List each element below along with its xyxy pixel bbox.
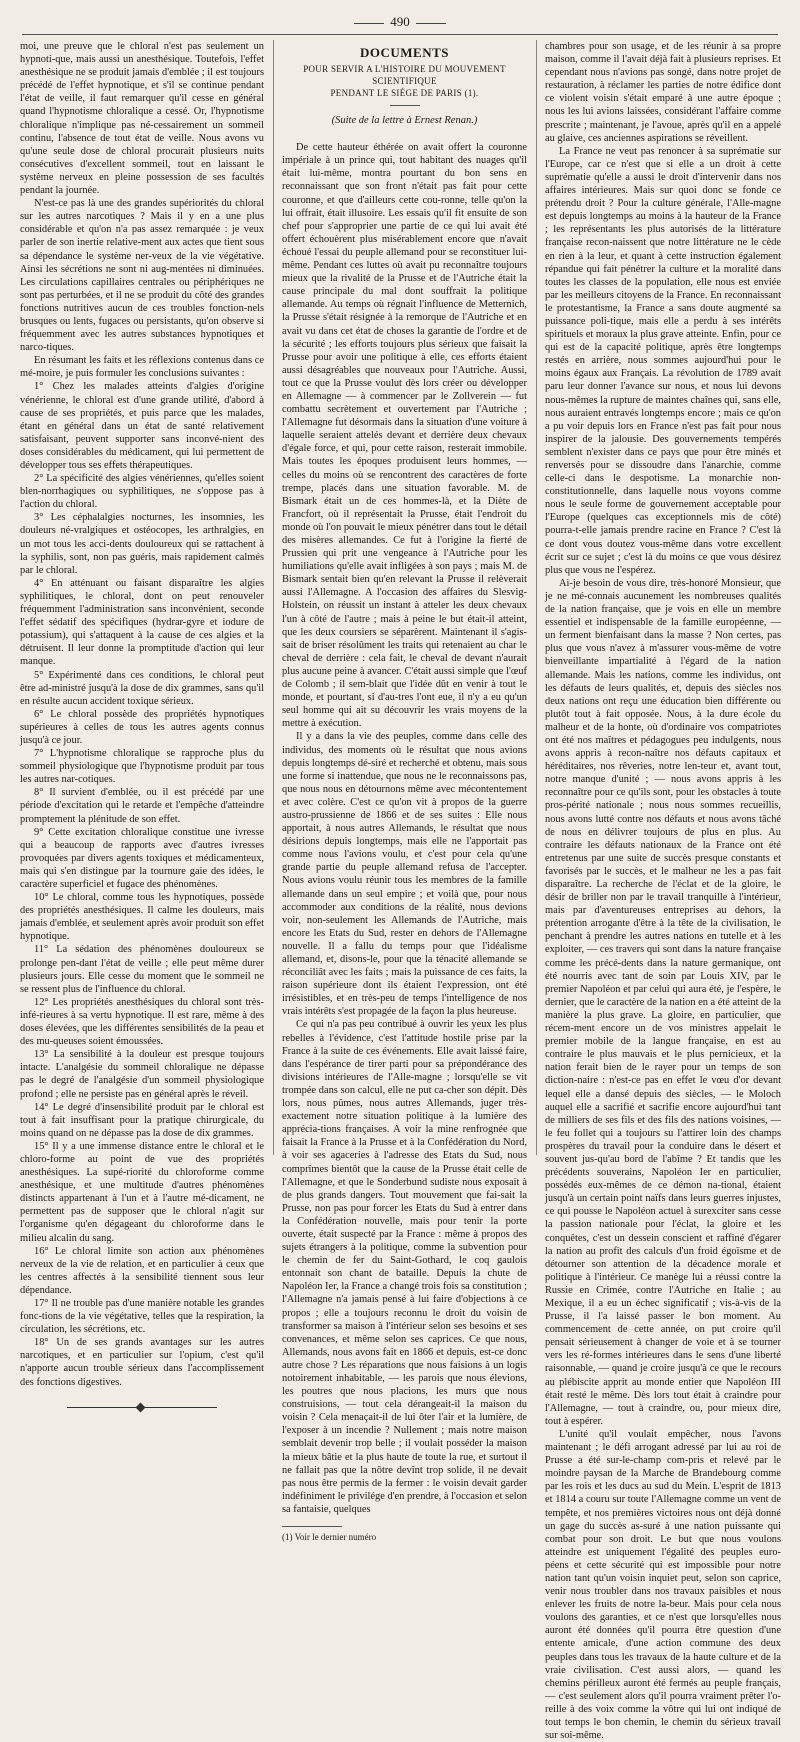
paragraph: Ai-je besoin de vous dire, très-honoré Monsieur, que je ne mé-connais aucunement les nombreuses qualités de la nation française, que je vois en elle un membre essentiel et indispensable de la famille européenne, — un ferment bienfaisant dans la masse ? Non certes, pas plus que vous n'avez à m'assurer vous-même de votre bienveillante impartialité à l'égard de la nation allemande. Mais les nations, comme les individus, ont les défauts de leurs qualités, et, depuis des siècles nos deux nations ont reçu une éducation bien différente ou plutôt tout à fait opposée. Nous, à la dure école du malheur et de la honte, où d'ordinaire vos compatriotes ont été nos maîtres et pédagogues peu indulgents, nous avons appris à recon-naître nos défauts capitaux et héréditaires, nos rêveries, notre len-teur et, avant tout, notre manque d'unité ; — nous avons appris à les reconnaître pour ce qu'ils sont, pour les obstacles à toute pros-périté nationale ; nous nous sommes recueillis, nous avons lutté contre nos défauts et nous avons tâché de nous en délivrer toujours de plus en plus. Au contraire les défauts nationaux de la France ont été entretenus par une suite de succès presque constants et favorisés par le succès, et le malheur ne les a pas fait disparaître. La recherche de l'éclat et de la gloire, le désir de briller non par le travail tranquille à l'intérieur, mais par d'aventureuses entreprises au dehors, la prétention arrogante d'être à la tête de la civilisation, le penchant à prendre les autres nations en tutelle et à les exploiter, — ces travers qui sont dans la nature française comme les précé-dents dans la nature germanique, ont été nourris avec tant de soin par Louis XIV, par le premier Napoléon et par celui qui aura été, je l'espère, le dernier, que le caractère de la nation en a été atteint de la manière la plus grave. La gloire, en particulier, que récem-ment encore un de vos ministres appelait le premier mobile de la langue française, en est au contraire le plus mauvais et le plus pernicieux, et la nation ferait bien de le rayer pour un temps de son diction-naire : n'est-ce pas en effet le vœu d'or devant lequel elle a dansé depuis des siècles, — le Moloch auquel elle a sacrifié et sacrifie encore aujourd'hui tant de milliers de ses fils et des fils des nations voisines, — le feu follet qui a toujours su l'attirer loin des champs prospères du travail pour la conduire dans le désert et souvent jus-qu'au bord de l'abîme ? Et tandis que les précédents souverains, Napoléon Ier en particulier, possédés eux-mêmes de ce démon na-tional, étaient jusqu'à un certain point naïfs dans leurs guerres injustes, ce qui pousse le Napoléon actuel à surexciter sans cesse la passion nationale pour l'éclat, la gloire et les conquêtes, c'est un dessein conscient et raffiné d'égarer la nation au profit des calculs d'un froid égoïsme et de détourner son attention de la décadence morale et politique à l'intérieur. Ce manège lui a réussi contre la Russie en Crimée, contre l'Autriche en Italie ; au Mexique, il a eu un échec significatif ; vis-à-vis de la Prusse, il l'a laissé passer le bon moment. Au commencement de cette année, on put croire qu'il pensait sérieusement à changer de voie et à se tourner vers les ré-formes intérieures dans le sens d'une liberté raisonnable, — quand je croire jusqu'à ce que le recours au plébiscite apprit au monde entier que Napoléon III était resté le même. Dès lors tout était à craindre pour l'Allemagne, — tout à craindre, ou, pour mieux dire, tout à espérer. (545, 577, 781, 1427)
paragraph: 18° Un de ses grands avantages sur les autres narcotiques, et en particulier sur l'opium, c'est qu'il n'apporte aucun trouble sérieux dans l'accomplissement des fonctions digestives. (20, 1337, 264, 1388)
column-divider-left (273, 40, 274, 1155)
left-column (20, 40, 264, 1388)
subheading-line-1: POUR SERVIR A L'HISTOIRE DU MOUVEMENT SCIENTIFIQUE (303, 64, 506, 87)
paragraph: 12° Les propriétés anesthésiques du chloral sont très-infé-rieures à sa vertu hypnotique. Il est rare, même à des doses élevées, que les différentes sensibilités de la peau et des mu-queuses soient émoussées. (20, 996, 264, 1048)
paragraph: La France ne veut pas renoncer à sa suprématie sur l'Europe, car ce n'est que si elle a un droit à cette suprématie qu'elle a aussi le droit d'intervenir dans nos affaires intérieures. Mais sur quoi donc se fonde ce prétendu droit ? Pour la culture générale, l'Alle-magne est depuis longtemps au moins à la hauteur de la France ; les représentants les plus autorisés de la littérature française recon-naissent que notre littérature ne le cède en rien à la leur, et quant à cette instruction également répandue qui fait pénétrer la culture et la moralité dans toutes les classes de la population, elle nous est enviée par les meilleurs citoyens de la France. En reconnaissant le protestantisme, la France a sans doute augmenté sa puissance poli-tique, mais elle a perdu à ses intérêts spirituels et moraux la plus grave atteinte. Enfin, pour ce qui est de la capacité politique, après être longtemps restés en arrière, nous sommes aujourd'hui pour le moins égaux aux Français. La révolution de 1789 avait paru leur donner l'avance sur nous, et nous lui devons nous-mêmes la rupture de maintes chaînes qui, sans elle, nous auraient entravés longtemps encore ; mais ce qu'on a pu voir depuis lors en France n'est pas fait pour nous inspirer de la jalousie. Des gouvernements tempérés semblent n'exister dans ce pays que pour être minés et renversés pour se dissoudre dans l'anarchie, comme celle-ci dans le despotisme. La monarchie non-constitutionnelle, dans laquelle nous voyons comme nous le seule forme de gouvernement acceptable pour l'Europe (quelques cas exceptionnels mis de côté) pourra-t-elle jamais prendre racine en France ? C'est là ce dont vous doutez vous-même dans votre excellent écrit sur ce sujet ; c'est là du moins ce que vous désirez plus que vous ne l'espérez. (545, 145, 781, 576)
end-ornament (67, 1403, 217, 1413)
paragraph: 13° La sensibilité à la douleur est presque toujours intacte. L'analgésie du sommeil chloralique ne dépasse pas le degré de l'analgésie d'un sommeil physiologique profond ; elle ne persiste pas en général après le réveil. (20, 1049, 264, 1100)
paragraph: 6° Le chloral possède des propriétés hypnotiques supérieures à celles de tous les autres agents connus jusqu'à ce jour. (20, 708, 264, 746)
ornament-diamond (136, 1402, 146, 1412)
right-column (545, 40, 781, 1742)
footnote: (1) Voir le dernier numéro (282, 1532, 377, 1543)
paragraph: 5° Expérimenté dans ces conditions, le chloral peut être ad-ministré jusqu'à la dose de dix grammes, sans qu'il en résulte aucun accident toxique sérieux. (20, 669, 264, 707)
paragraph: 3° Les céphalalgies nocturnes, les insomnies, les douleurs né-vralgiques et ostéocopes, les arthralgies, en un mot tous les acci-dents douloureux qui se rattachent à la syphilis, sont, non pas guéris, mais rapidement calmés par le chloral. (20, 512, 264, 576)
section-subheading (282, 63, 527, 99)
paragraph: Ce qui n'a pas peu contribué à ouvrir les yeux les plus rebelles à l'évidence, c'est l'attitude hostile prise par la France à la suite de ces événements. Elle avait laissé faire, dans l'espérance de tirer parti pour sa prépondérance des divisions intérieures de l'Alle-magne ; lorsqu'elle se vit trompée dans son calcul, elle ne put ca-cher son dépit. Dès lors, nous pûmes, nous autres Allemands, juger très-exactement notre situation politique à la lumière des apprécia-tions françaises. A voir la mine renfrognée que faisait la France à la Prusse et à la Confédération du Nord, à voir ses agaceries à l'adresse des Etats du Sud, nous comprîmes bientôt que la cause de la Prusse était celle de l'Allemagne, et que le Sonderbund sudiste nous exposait à de plus grands dangers. Tout mouvement que fai-sait la Prusse, non pas pour forcer les Etats du Sud à entrer dans la Confédération nouvelle, mais pour tenir la porte ouverte, était suspecté par la France : même à propos des sujets étrangers à la politique, comme la subvention pour le chemin de fer du Saint-Gothard, le coq gaulois entonnait son chant de bataille. Depuis la chute de Napoléon Ier, la France a changé trois fois sa constitution ; l'Allemagne n'a jamais pensé à lui faire d'objections à ce propos ; elle a toujours reconnu le droit du voisin de transformer sa maison à l'intérieur selon ses besoins et ses convenances, et même selon ses caprices. Ce que nous, Allemands, nous avons fait en 1866 et depuis, est-ce donc autre chose ? Les réparations que nous faisions à un logis notoirement inhabitable, — les parois que nous élevions, les poutres que nous placions, les murs que nous construisions, — tout cela dérangeait-il la maison du voisin ? Cela menaçait-il de lui ôter l'air et la lumière, de l'exposer à un incendie ? Nullement ; mais notre maison semblait devenir trop belle ; il voulait posséder la maison la mieux bâtie et la plus haute de toute la rue, et surtout il ne fallait pas que la nôtre devînt trop solide, il ne devait pas nous être permis de la fermer : le voisin devait garder indéfiniment le privilége d'en prendre, à l'occasion et selon sa fantaisie, quelques (282, 1019, 527, 1515)
subheading-line-2: PENDANT LE SIÉGE DE PARIS (1). (330, 88, 479, 99)
paragraph: chambres pour son usage, et de les réunir à sa propre maison, comme il l'avait déjà fait à plusieurs reprises. Et cependant nous n'avions pas songé, dans notre projet de restauration, à réclamer les parties de notre édifice dont ce violent voisin s'était emparé à une autre époque ; nous les lui avions laissées, considérant l'affaire comme prescrite ; maintenant, je l'avoue, après qu'il en a appelé au glaive, ces anciennes aspirations se réveillent. (545, 41, 781, 144)
header-rule (22, 34, 778, 35)
paragraph: 9° Cette excitation chloralique constitue une ivresse qui a beaucoup de rapports avec d'autres ivresses provoquées par divers agents toxiques et médicamenteux, mais qui s'en distingue par la tournure gaie des idées, le caractère superficiel et fugace des phénomènes. (20, 826, 264, 890)
paragraph: 8° Il survient d'emblée, ou il est précédé par une période d'excitation qui le retarde et l'empêche d'atteindre promptement la plénitude de son effet. (20, 787, 264, 825)
paragraph: 14° Le degré d'insensibilité produit par le chloral est tout à fait insuffisant pour la pratique chirurgicale, du moins quand on ne dépasse pas la dose de dix grammes. (20, 1101, 264, 1139)
paragraph: 7° L'hypnotisme chloralique se rapproche plus du sommeil physiologique que l'hypnotisme produit par tous les autres nar-cotiques. (20, 748, 264, 786)
continuation-note: (Suite de la lettre à Ernest Renan.) (331, 115, 478, 127)
paragraph: Il y a dans la vie des peuples, comme dans celle des individus, des moments où le résultat que nous avions depuis longtemps dé-siré et recherché et obtenu, mais sous une forme si inattendue, que nous ne le reconnaissons pas, que nous nous en détournons même avec mécontentement et avec colère. C'est ce qu'on vit à propos de la guerre austro-prussienne de 1866 et de ses suites : Elle nous apportait, à nous autres Allemands, le résultat que nous désirions depuis longtemps, mais elle ne l'apportait pas comme nous l'avions voulu, et c'est pour cela qu'une grande partie du peuple allemand refusa de l'accepter. Nous avions voulu réunir tous les membres de la famille allemande dans un seul empire ; et voilà que, pour nous accommoder aux conditions de la réalité, nous devions voir, non-seulement les Allemands de l'Autriche, mais encore les Etats du Sud, rester en dehors de l'Allemagne nouvelle. Il a fallu du temps pour que l'idéalisme allemand, et, disons-le, pour que la ténacité allemande se réconciliât avec les faits ; mais la puissance de ces faits, la raison supérieure dont ils étaient l'expression, ont été irrésistibles, et en très-peu de temps l'intelligence de nos vrais intérêts s'est propagée de la façon la plus heureuse. (282, 731, 527, 1018)
page-number-dash-right (416, 23, 446, 24)
middle-column-body (282, 141, 527, 1516)
middle-column (282, 40, 527, 1543)
footnote-rule (282, 1526, 342, 1527)
page-number-dash-left (354, 23, 384, 24)
section-heading: DOCUMENTS (359, 45, 449, 60)
paragraph: N'est-ce pas là une des grandes supériorités du chloral sur les autres narcotiques ? Mais il y en a une plus considérable et qu'on n'a pas assez remarquée : je veux parler de son inertie relative-ment aux actes que tient sous sa dépendance le système ner-veux de la vie végétative. Ainsi les sécrétions ne sont ni aug-mentées ni diminuées. Les circulations capillaires centrales ou périphériques ne sont pas perturbées, et il ne se produit du côté des grandes fonctions nutritives aucun de ces troubles fonction-nels brusques ou lents, fugaces ou persistants, qu'on observe si fréquemment avec les autres substances hypnotiques et narco-tiques. (20, 198, 264, 354)
paragraph: 17° Il ne trouble pas d'une manière notable les grandes fonc-tions de la vie végétative, telles que la respiration, la circulation, les sécrétions, etc. (20, 1298, 264, 1336)
paragraph: 1° Chez les malades atteints d'algies d'origine vénérienne, le chloral est d'une grande utilité, d'abord à cause de ses propriétés, et puis parce que les malades, étant en général dans un état de santé relativement satisfaisant, peuvent supporter sans inconvé-nient des doses considérables du médicament, qui lui permettent de développer tous ses effets thérapeutiques. (20, 381, 264, 471)
paragraph: 10° Le chloral, comme tous les hypnotiques, possède des propriétés anesthésiques. Il calme les douleurs, mais jamais d'emblée, et seulement après avoir produit son effet hypnotique. (20, 892, 264, 943)
page-number-text: 490 (390, 14, 410, 29)
paragraph: 2° La spécificité des algies vénériennes, qu'elles soient blen-norrhagiques ou syphilitiques, ne s'oppose pas à l'action du chloral. (20, 473, 264, 511)
paragraph: 4° En atténuant ou faisant disparaître les algies syphilitiques, le chloral, dont on peut renouveler fréquemment l'administration sans inconvénient, seconde l'effet sédatif des spécifiques (hydrar-gyre et iodure de potassium), qui s'attaquent à la cause de ces algies et la détruisent. Il leur donne la promptitude d'action qui leur manque. (20, 577, 264, 668)
column-divider-right (536, 40, 537, 1155)
page-number (0, 14, 800, 30)
paragraph: moi, une preuve que le chloral n'est pas seulement un hypnoti-que, mais aussi un anesthésique. Toutefois, l'effet anesthésique ne se produit jamais d'emblée ; il est toujours précédé de l'effet hypnotique, et s'il se continue pendant l'état de veille, il faut remarquer qu'il cesse en général quand l'hypnotisme chloralique a cessé. Or, l'hypnotisme chloralique n'implique pas né-cessairement un sommeil continu, l'absence de tout état de veille. Nous avons vu qu'une seule dose de chloral procurait plusieurs nuits consécutives d'excellent sommeil, tout en laissant le système nerveux en pleine possession de ses facultés pendant la journée. (20, 41, 264, 197)
paragraph: 15° Il y a une immense distance entre le chloral et le chloro-forme au point de vue des propriétés anesthésiques. La supé-riorité du chloroforme comme anesthésique, et une multitude d'autres phénomènes distincts appartenant à l'un et à l'autre mé-dicament, ne permettent pas de supposer que le chloral n'agit sur l'organisme qu'en dégageant du chloroforme dans le milieu alcalin du sang. (20, 1140, 264, 1244)
paragraph: 11° La sédation des phénomènes douloureux se prolonge pen-dant l'état de veille ; elle peut même durer plusieurs jours. Elle cesse du moment que le sommeil ne se ressent plus de l'influence du chloral. (20, 944, 264, 995)
heading-rule (390, 105, 420, 106)
paragraph: L'unité qu'il voulait empêcher, nous l'avons maintenant ; le défi arrogant adressé par lui au roi de Prusse a été sur-le-champ com-pris et relevé par le moindre paysan de la Marche de Brandebourg comme par les rois et les ducs au sud du Mein. L'esprit de 1813 et 1814 a couru sur toute l'Allemagne comme un vent de tempête, et nos premières victoires nous ont déjà donné un gage du succès as-suré à une nation puissante qui combat pour son droit. Le but que nous voulons atteindre est uniquement l'égalité des peuples euro-péens et cette sécurité qui est impossible pour notre nation tant qu'un voisin inquiet peut, selon son caprice, venir nous troubler dans nos travaux paisibles et nous enlever les fruits de notre la-beur. Mais pour cela nous voulons des garanties, et ce n'est que lorsqu'elles nous auront été données qu'il pourra être question d'une entente amicale, d'une action commune des deux peuples dans tous les travaux de la haute culture et de la vraie civilisation. C'est aussi alors, — quand les chemins périlleux auront été fermés au peuple français, — c'est seulement alors qu'il pourra vraiment prêter l'o-reille à des voix comme la vôtre qui lui ont indiqué de tout temps le bon chemin, le chemin du sérieux travail sur soi-même. (545, 1428, 781, 1742)
paragraph: De cette hauteur éthérée on avait offert la couronne impériale à un prince qui, tout habitant des nuages qu'il était lui-même, montra pourtant du bon sens en reconnaissant que son front n'était pas fait pour cette couronne, et que d'ailleurs cette cou-ronne, telle qu'on la lui offrait, était illusoire. Les essais qu'il fit ensuite de son chef pour s'approprier une partie de ce qui lui avait été offert échouèrent plus misérablement encore que n'avait échoué l'essai du peuple allemand pour se reconstituer lui-même. Pendant ces luttes où avait pu reconnaître toujours mieux que la rivalité de la Prusse et de l'Autriche était la cause principale du mal dont souffrait la politique allemande. Au temps où régnait l'influence de Metternich, la Prusse s'était résignée à la remorque de l'Autriche et en avait vu dans cet état de choses la garantie de l'ordre et de la sécurité ; les efforts toujours plus sérieux que faisait la Prusse pour avoir une politique à elle, ces efforts étaient aussi désagréables que nouveaux pour l'Autriche. Aussi, tout ce que la Prusse voulut dès lors créer ou développer en Allemagne — à commencer par le Zollverein — fut combattu secrètement et ouvertement par l'Autriche ; l'Allemagne fut désormais dans la situation d'une voiture à laquelle seraient attelés devant et derrière deux chevaux d'égale force, et qui, pour cette raison, resterait immobile. Mais toutes les époques produisent leurs hommes, — celles du moins où se rencontrent des caractères de forte trempe, placés dans une situation favorable. M. de Bismark était un de ces hommes-là, et la Diète de Francfort, où il représentait la Prusse, était l'endroit du monde où l'on pouvait le mieux pénétrer dans tout le détail des misères allemandes. Ce fut à l'origine la fierté de Prussien qui prit une vengeance à l'Autriche pour les humiliations qu'elle avait infligées à son pays ; mais M. de Bismark sentait bien qu'en relevant la Prusse il relèverait aussi l'Allemagne. A l'occasion des affaires du Slesvig-Holstein, on réussit un instant à atteler les deux chevaux l'un à côté de l'autre ; mais à peine le but était-il atteint, que les deux coursiers se séparèrent. Maintenant il s'agis-sait de briser résolûment les traits qui retenaient au char le cheval de derrière : cela fait, le cheval de devant n'aurait plus aucune peine à avancer. C'était aussi simple que l'œuf de Colomb ; il sem-blait que l'idée dût en venir à tout le monde, et pourtant, si d'au-tres l'ont eue, il n'y a eu qu'un seul homme qui ait su découvrir les vrais moyens de la mettre à exécution. (282, 142, 527, 730)
paragraph: En résumant les faits et les réflexions contenus dans ce mé-moire, je puis formuler les conclusions suivantes : (20, 355, 264, 380)
paragraph: 16° Le chloral limite son action aux phénomènes nerveux de la vie de relation, et en particulier à ceux que les centres affectés à la sensibilité tiennent sous leur dépendance. (20, 1245, 264, 1296)
